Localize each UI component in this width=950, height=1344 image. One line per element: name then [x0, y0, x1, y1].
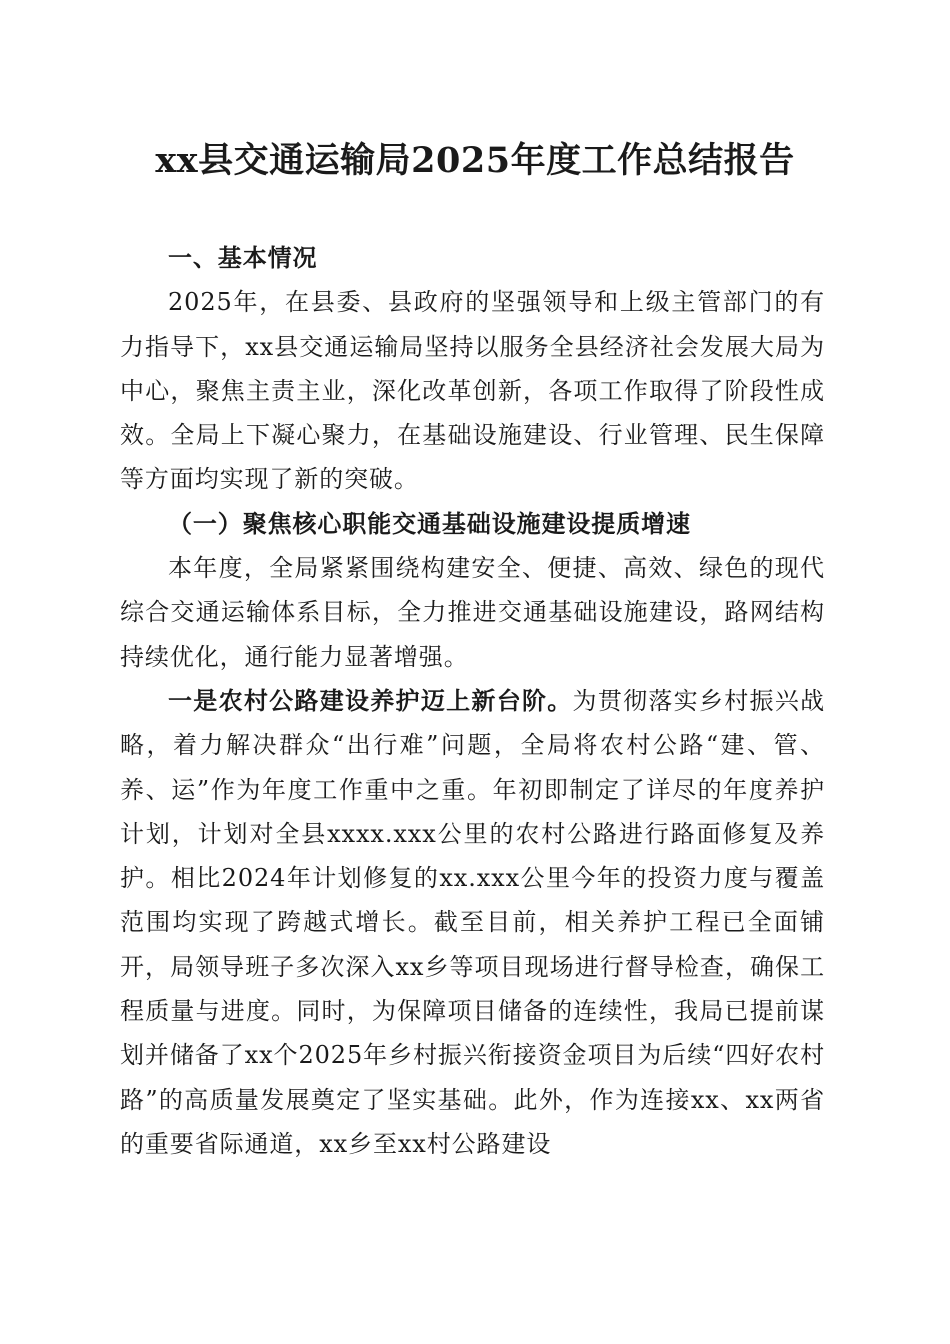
paragraph-lead: 一是农村公路建设养护迈上新台阶。 — [168, 685, 573, 715]
paragraph — [120, 679, 825, 1166]
paragraph: 本年度，全局紧紧围绕构建安全、便捷、高效、绿色的现代综合交通运输体系目标，全力推进交通基础设施建设，路网结构持续优化，通行能力显著增强。 — [120, 554, 825, 671]
document-title: xx县交通运输局2025年度工作总结报告 — [155, 140, 795, 181]
paragraph: 2025年，在县委、县政府的坚强领导和上级主管部门的有力指导下，xx县交通运输局坚持以服务全县经济社会发展大局为中心，聚焦主责主业，深化改革创新，各项工作取得了阶段性成效。全局上下凝心聚力，在基础设施建设、行业管理、民生保障等方面均实现了新的突破。 — [120, 288, 825, 494]
section-heading: 一、基本情况 — [168, 244, 318, 272]
paragraph-body: 为贯彻落实乡村振兴战略，着力解决群众“出行难”问题，全局将农村公路“建、管、养、运”作为年度工作重中之重。年初即制定了详尽的年度养护计划，计划对全县xxxx.xxx公里的农村公路进行路面修复及养护。相比2024年计划修复的xx.xxx公里今年的投资力度与覆盖范围均实现了跨越式增长。截至目前，相关养护工程已全面铺开，局领导班子多次深入xx乡等项目现场进行督导检查，确保工程质量与进度。同时，为保障项目储备的连续性，我局已提前谋划并储备了xx个2025年乡村振兴衔接资金项目为后续“四好农村路”的高质量发展奠定了坚实基础。此外，作为连接xx、xx两省的重要省际通道，xx乡至xx村公路建设 — [120, 686, 825, 1158]
document-body — [120, 236, 825, 1166]
subsection-heading: （一）聚焦核心职能交通基础设施建设提质增速 — [168, 508, 691, 538]
